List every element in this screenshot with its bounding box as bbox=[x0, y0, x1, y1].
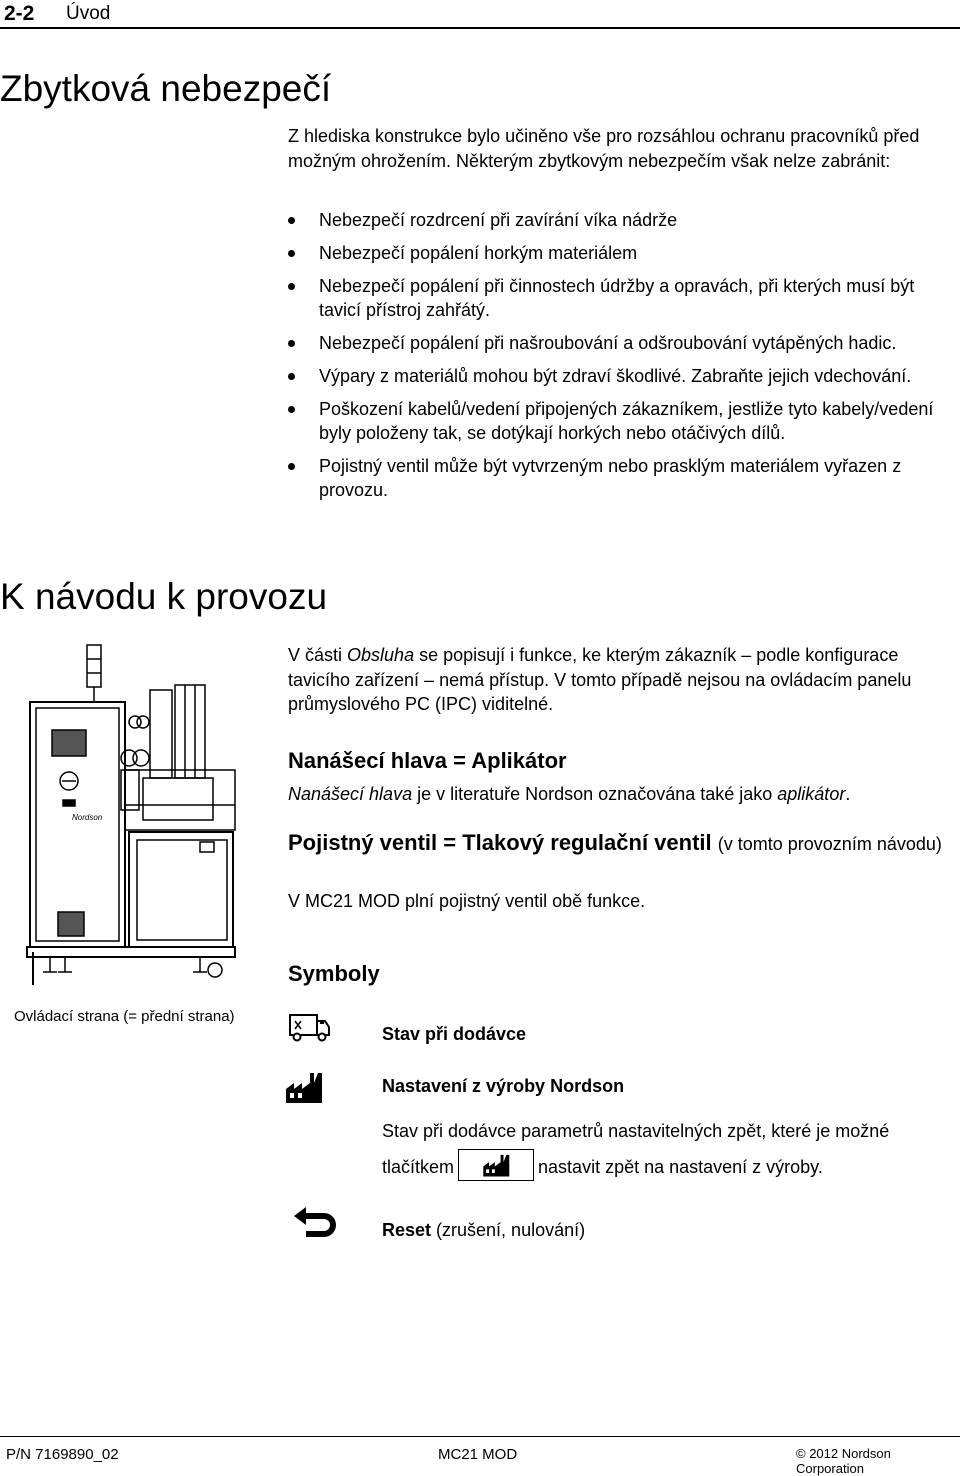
reset-arrow-icon bbox=[290, 1205, 340, 1245]
machine-illustration bbox=[25, 640, 240, 985]
bullet-icon bbox=[288, 373, 295, 380]
applicator-text: Nanášecí hlava je v literatuře Nordson označována také jako aplikátor. bbox=[288, 784, 851, 804]
list-item: Poškození kabelů/vedení připojených zákazníkem, jestliže tyto kabely/vedení byly položeny tak, se dotýkají horkých nebo otáčivých dílů. bbox=[288, 397, 958, 445]
chapter-title: Úvod bbox=[66, 3, 111, 24]
list-item: Výpary z materiálů mohou být zdraví škodlivé. Zabraňte jejich vdechování. bbox=[288, 364, 958, 388]
svg-text:Nordson: Nordson bbox=[72, 813, 103, 822]
image-caption: Ovládací strana (= přední strana) bbox=[14, 1008, 235, 1025]
intro-paragraph: Z hlediska konstrukce bylo učiněno vše pro rozsáhlou ochranu pracovníků před možným ohrožením. Některým zbytkovým nebezpečím však nelze zabránit: bbox=[288, 126, 920, 171]
bullet-icon bbox=[288, 217, 295, 224]
hazard-list bbox=[288, 208, 958, 511]
header-rule bbox=[0, 27, 960, 29]
factory-icon bbox=[284, 1069, 326, 1105]
bullet-icon bbox=[288, 406, 295, 413]
factory-icon bbox=[477, 1152, 517, 1178]
footer-rule bbox=[0, 1436, 960, 1437]
symbols-heading: Symboly bbox=[288, 961, 380, 986]
factory-label: Nastavení z výroby Nordson bbox=[382, 1076, 625, 1096]
copyright: © 2012 Nordson Corporation bbox=[796, 1446, 891, 1476]
model-name: MC21 MOD bbox=[438, 1446, 518, 1463]
reset-text: Reset (zrušení, nulování) bbox=[382, 1220, 586, 1240]
truck-icon bbox=[287, 1007, 331, 1043]
list-item: Pojistný ventil může být vytvrzeným nebo prasklým materiálem vyřazen z provozu. bbox=[288, 454, 958, 502]
list-item: Nebezpečí popálení při našroubování a odšroubování vytápěných hadic. bbox=[288, 331, 958, 355]
list-item: Nebezpečí rozdrcení při zavírání víka nádrže bbox=[288, 208, 958, 232]
delivery-label: Stav při dodávce bbox=[382, 1024, 527, 1044]
valve-text: V MC21 MOD plní pojistný ventil obě funkce. bbox=[288, 891, 646, 911]
bullet-icon bbox=[288, 340, 295, 347]
part-number: P/N 7169890_02 bbox=[6, 1446, 119, 1463]
page-number: 2-2 bbox=[4, 2, 35, 25]
applicator-heading: Nanášecí hlava = Aplikátor bbox=[288, 748, 567, 773]
list-item: Nebezpečí popálení při činnostech údržby a opravách, při kterých musí být tavicí přístroj zahřátý. bbox=[288, 274, 958, 322]
section-title-manual: K návodu k provozu bbox=[0, 576, 328, 617]
bullet-icon bbox=[288, 463, 295, 470]
bullet-icon bbox=[288, 250, 295, 257]
factory-text-line1: Stav při dodávce parametrů nastavitelných zpět, které je možné bbox=[382, 1121, 890, 1141]
manual-paragraph: V části Obsluha se popisují i funkce, ke kterým zákazník – podle konfigurace tavicího zařízení – nemá přístup. V tomto případě nejsou na ovládacím panelu průmyslového PC (IPC) viditelné. bbox=[288, 645, 912, 714]
factory-reset-button-icon bbox=[458, 1149, 534, 1181]
valve-heading: Pojistný ventil = Tlakový regulační ventil (v tomto provozním návodu) bbox=[288, 830, 942, 855]
bullet-icon bbox=[288, 283, 295, 290]
list-item: Nebezpečí popálení horkým materiálem bbox=[288, 241, 958, 265]
factory-text-line2: tlačítkem nastavit zpět na nastavení z výroby. bbox=[382, 1152, 958, 1184]
section-title-residual-hazards: Zbytková nebezpečí bbox=[0, 68, 332, 109]
